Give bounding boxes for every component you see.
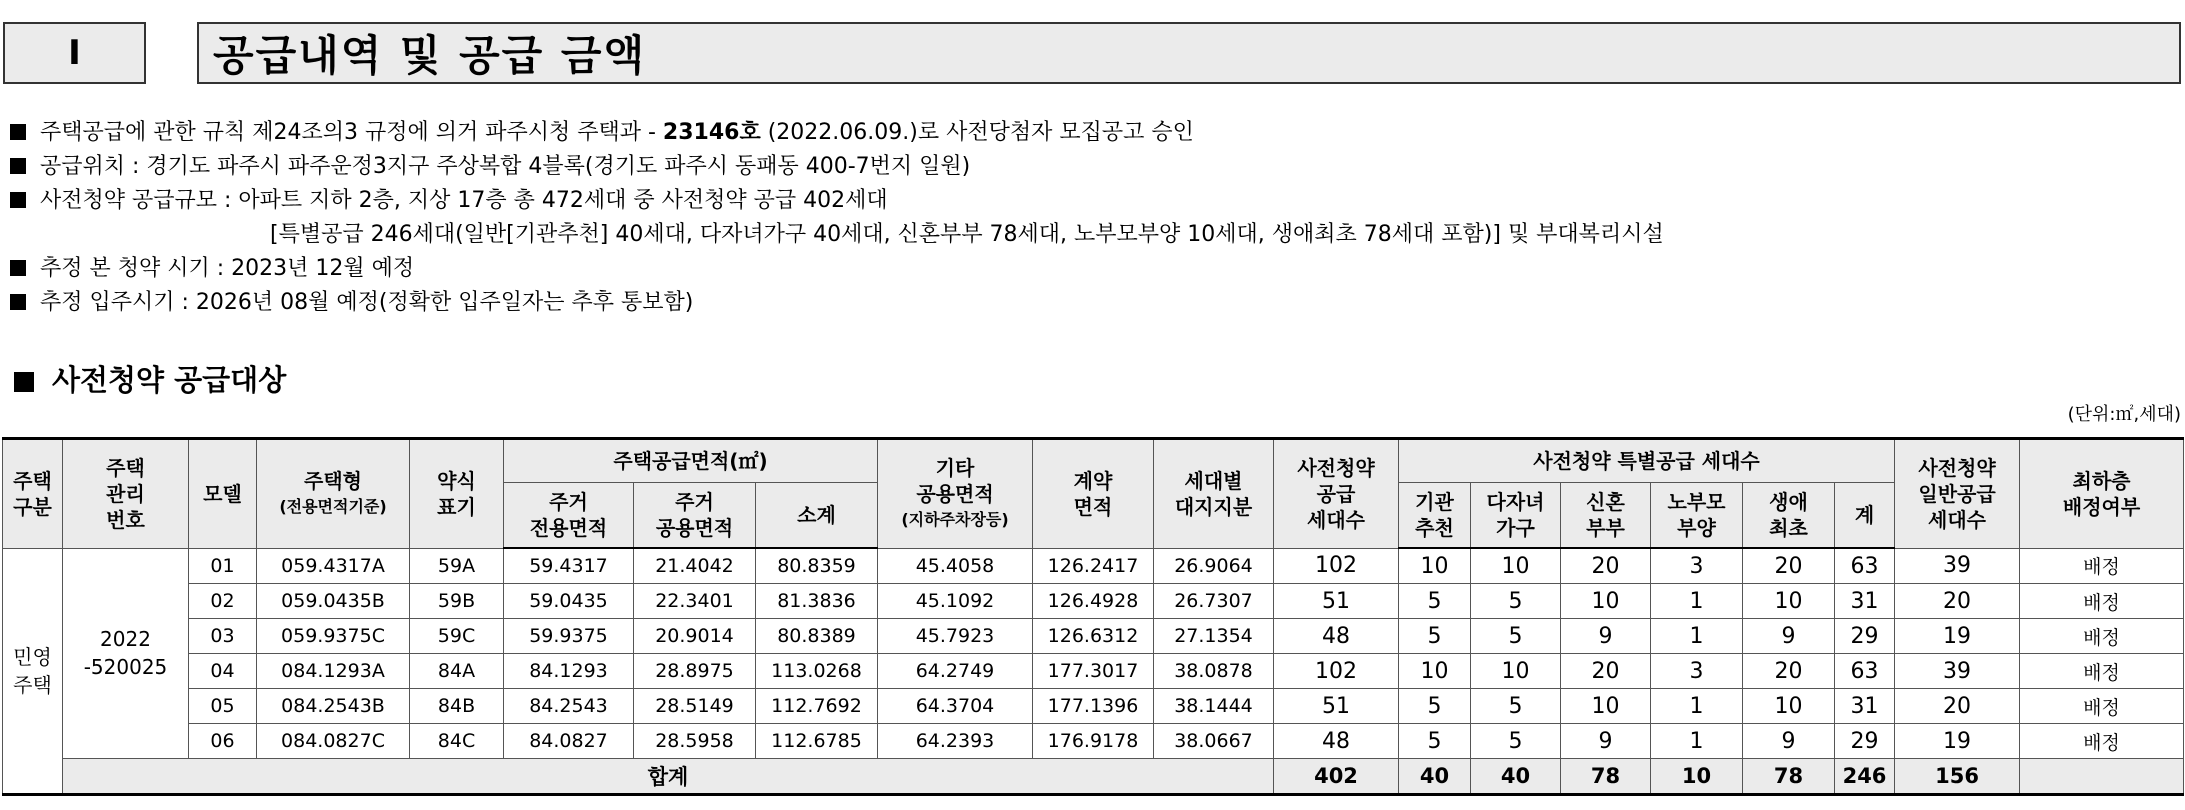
table-row bbox=[3, 689, 2184, 724]
cell-elder: 1 bbox=[1651, 724, 1743, 759]
cell-contract: 177.3017 bbox=[1033, 654, 1154, 689]
total-multi: 40 bbox=[1471, 759, 1561, 795]
cell-shared: 28.8975 bbox=[634, 654, 756, 689]
cell-shared: 22.3401 bbox=[634, 584, 756, 619]
cell-subtotal: 81.3836 bbox=[756, 584, 878, 619]
header-shared-area: 주거 공용면적 bbox=[634, 483, 756, 549]
cell-model: 04 bbox=[189, 654, 257, 689]
cell-contract: 126.4928 bbox=[1033, 584, 1154, 619]
cell-newly: 20 bbox=[1561, 548, 1651, 584]
cell-first: 20 bbox=[1743, 654, 1835, 689]
bullet-location: 공급위치 : 경기도 파주시 파주운정3지구 주상복합 4블록(경기도 파주시 동패동 400-7번지 일원) bbox=[10, 150, 1664, 184]
cell-supply: 51 bbox=[1274, 584, 1399, 619]
cell-first: 9 bbox=[1743, 724, 1835, 759]
cell-supply: 102 bbox=[1274, 548, 1399, 584]
total-label: 합계 bbox=[63, 759, 1274, 795]
cell-sptotal: 29 bbox=[1835, 619, 1895, 654]
cell-elder: 1 bbox=[1651, 689, 1743, 724]
cell-multi: 5 bbox=[1471, 724, 1561, 759]
cell-first: 10 bbox=[1743, 689, 1835, 724]
header-general-supply: 사전청약 일반공급 세대수 bbox=[1895, 439, 2020, 549]
header-land-share: 세대별 대지지분 bbox=[1154, 439, 1274, 549]
cell-contract: 126.6312 bbox=[1033, 619, 1154, 654]
cell-shared: 28.5958 bbox=[634, 724, 756, 759]
cell-excl: 59.4317 bbox=[504, 548, 634, 584]
cell-sptotal: 63 bbox=[1835, 654, 1895, 689]
cell-land: 27.1354 bbox=[1154, 619, 1274, 654]
header-house-type: 주택 구분 bbox=[3, 439, 63, 549]
cell-htype: 059.0435B bbox=[257, 584, 410, 619]
cell-abbr: 59A bbox=[410, 548, 504, 584]
table-row bbox=[3, 654, 2184, 689]
cell-contract: 176.9178 bbox=[1033, 724, 1154, 759]
total-elder: 10 bbox=[1651, 759, 1743, 795]
total-sptotal: 246 bbox=[1835, 759, 1895, 795]
header-institution: 기관 추천 bbox=[1399, 483, 1471, 549]
cell-newly: 10 bbox=[1561, 584, 1651, 619]
cell-lowfloor: 배정 bbox=[2020, 584, 2184, 619]
cell-general: 20 bbox=[1895, 689, 2020, 724]
cell-general: 39 bbox=[1895, 654, 2020, 689]
header-first-time: 생애 최초 bbox=[1743, 483, 1835, 549]
square-bullet-icon bbox=[14, 372, 34, 392]
cell-shared: 28.5149 bbox=[634, 689, 756, 724]
row-group-label: 민영 주택 bbox=[3, 548, 63, 795]
total-supply: 402 bbox=[1274, 759, 1399, 795]
bullet-scale-detail: [특별공급 246세대(일반[기관추천] 40세대, 다자녀가구 40세대, 신혼부부 78세대, 노부모부양 10세대, 생애최초 78세대 포함)] 및 부대복리시설 bbox=[270, 222, 1664, 247]
cell-sptotal: 63 bbox=[1835, 548, 1895, 584]
cell-abbr: 84A bbox=[410, 654, 504, 689]
square-bullet-icon bbox=[10, 124, 26, 140]
cell-lowfloor: 배정 bbox=[2020, 724, 2184, 759]
cell-first: 20 bbox=[1743, 548, 1835, 584]
header-special-total: 계 bbox=[1835, 483, 1895, 549]
cell-htype: 084.1293A bbox=[257, 654, 410, 689]
cell-model: 03 bbox=[189, 619, 257, 654]
cell-excl: 59.9375 bbox=[504, 619, 634, 654]
cell-newly: 10 bbox=[1561, 689, 1651, 724]
header-model: 모델 bbox=[189, 439, 257, 549]
cell-abbr: 84B bbox=[410, 689, 504, 724]
table-row bbox=[3, 548, 2184, 584]
cell-first: 9 bbox=[1743, 619, 1835, 654]
cell-elder: 1 bbox=[1651, 619, 1743, 654]
cell-abbr: 59C bbox=[410, 619, 504, 654]
cell-land: 26.9064 bbox=[1154, 548, 1274, 584]
total-row bbox=[3, 759, 2184, 795]
header-supply-area: 주택공급면적(㎡) bbox=[504, 439, 878, 483]
cell-subtotal: 112.7692 bbox=[756, 689, 878, 724]
cell-model: 02 bbox=[189, 584, 257, 619]
header-multichild: 다자녀 가구 bbox=[1471, 483, 1561, 549]
cell-sptotal: 31 bbox=[1835, 584, 1895, 619]
total-empty bbox=[2020, 759, 2184, 795]
approval-number: 23146호 bbox=[662, 120, 761, 145]
table-row bbox=[3, 584, 2184, 619]
cell-contract: 126.2417 bbox=[1033, 548, 1154, 584]
bullet-subscription-period: 추정 본 청약 시기 : 2023년 12월 예정 bbox=[10, 252, 1664, 286]
mgmt-number: 2022 -520025 bbox=[63, 548, 189, 759]
header-newlywed: 신혼 부부 bbox=[1561, 483, 1651, 549]
cell-subtotal: 80.8359 bbox=[756, 548, 878, 584]
cell-supply: 48 bbox=[1274, 724, 1399, 759]
cell-land: 38.0878 bbox=[1154, 654, 1274, 689]
cell-sptotal: 29 bbox=[1835, 724, 1895, 759]
cell-htype: 059.9375C bbox=[257, 619, 410, 654]
cell-other: 45.1092 bbox=[878, 584, 1033, 619]
square-bullet-icon bbox=[10, 158, 26, 174]
cell-lowfloor: 배정 bbox=[2020, 689, 2184, 724]
cell-htype: 084.0827C bbox=[257, 724, 410, 759]
header-mgmt-no: 주택 관리 번호 bbox=[63, 439, 189, 549]
bullet-approval: 주택공급에 관한 규칙 제24조의3 규정에 의거 파주시청 주택과 - 23146호 (2022.06.09.)로 사전당첨자 모집공고 승인 bbox=[10, 116, 1664, 150]
cell-multi: 5 bbox=[1471, 689, 1561, 724]
cell-inst: 5 bbox=[1399, 584, 1471, 619]
cell-abbr: 59B bbox=[410, 584, 504, 619]
supply-table bbox=[2, 437, 2184, 796]
cell-model: 05 bbox=[189, 689, 257, 724]
bullet-move-in: 추정 입주시기 : 2026년 08월 예정(정확한 입주일자는 추후 통보함) bbox=[10, 286, 1664, 320]
header-contract-area: 계약 면적 bbox=[1033, 439, 1154, 549]
cell-contract: 177.1396 bbox=[1033, 689, 1154, 724]
cell-supply: 102 bbox=[1274, 654, 1399, 689]
table-row bbox=[3, 724, 2184, 759]
header-abbr: 약식 표기 bbox=[410, 439, 504, 549]
cell-sptotal: 31 bbox=[1835, 689, 1895, 724]
cell-general: 19 bbox=[1895, 724, 2020, 759]
cell-subtotal: 80.8389 bbox=[756, 619, 878, 654]
cell-first: 10 bbox=[1743, 584, 1835, 619]
header-special-supply: 사전청약 특별공급 세대수 bbox=[1399, 439, 1895, 483]
cell-land: 26.7307 bbox=[1154, 584, 1274, 619]
cell-shared: 21.4042 bbox=[634, 548, 756, 584]
cell-other: 45.7923 bbox=[878, 619, 1033, 654]
cell-excl: 84.1293 bbox=[504, 654, 634, 689]
cell-general: 39 bbox=[1895, 548, 2020, 584]
header-elderly: 노부모 부양 bbox=[1651, 483, 1743, 549]
cell-supply: 48 bbox=[1274, 619, 1399, 654]
subsection-title: 사전청약 공급대상 bbox=[14, 358, 286, 399]
cell-other: 64.2749 bbox=[878, 654, 1033, 689]
cell-other: 64.3704 bbox=[878, 689, 1033, 724]
header-other-area: 기타 공용면적 (지하주차장등) bbox=[878, 439, 1033, 549]
cell-inst: 10 bbox=[1399, 654, 1471, 689]
section-number: I bbox=[3, 22, 146, 84]
header-exclusive-area: 주거 전용면적 bbox=[504, 483, 634, 549]
cell-inst: 10 bbox=[1399, 548, 1471, 584]
cell-model: 01 bbox=[189, 548, 257, 584]
cell-land: 38.0667 bbox=[1154, 724, 1274, 759]
cell-multi: 10 bbox=[1471, 548, 1561, 584]
cell-elder: 3 bbox=[1651, 548, 1743, 584]
cell-newly: 20 bbox=[1561, 654, 1651, 689]
cell-other: 64.2393 bbox=[878, 724, 1033, 759]
header-subtotal: 소계 bbox=[756, 483, 878, 549]
total-inst: 40 bbox=[1399, 759, 1471, 795]
cell-excl: 84.0827 bbox=[504, 724, 634, 759]
square-bullet-icon bbox=[10, 192, 26, 208]
header-pre-supply: 사전청약 공급 세대수 bbox=[1274, 439, 1399, 549]
total-general: 156 bbox=[1895, 759, 2020, 795]
cell-excl: 59.0435 bbox=[504, 584, 634, 619]
section-title: 공급내역 및 공급 금액 bbox=[197, 22, 2181, 84]
cell-general: 20 bbox=[1895, 584, 2020, 619]
cell-subtotal: 112.6785 bbox=[756, 724, 878, 759]
cell-lowfloor: 배정 bbox=[2020, 619, 2184, 654]
square-bullet-icon bbox=[10, 294, 26, 310]
cell-abbr: 84C bbox=[410, 724, 504, 759]
cell-multi: 5 bbox=[1471, 619, 1561, 654]
cell-elder: 1 bbox=[1651, 584, 1743, 619]
cell-other: 45.4058 bbox=[878, 548, 1033, 584]
cell-elder: 3 bbox=[1651, 654, 1743, 689]
cell-lowfloor: 배정 bbox=[2020, 654, 2184, 689]
cell-supply: 51 bbox=[1274, 689, 1399, 724]
notice-bullets bbox=[10, 116, 1664, 320]
cell-htype: 059.4317A bbox=[257, 548, 410, 584]
square-bullet-icon bbox=[10, 260, 26, 276]
cell-shared: 20.9014 bbox=[634, 619, 756, 654]
cell-multi: 5 bbox=[1471, 584, 1561, 619]
cell-general: 19 bbox=[1895, 619, 2020, 654]
header-housing-type: 주택형 (전용면적기준) bbox=[257, 439, 410, 549]
cell-excl: 84.2543 bbox=[504, 689, 634, 724]
cell-inst: 5 bbox=[1399, 619, 1471, 654]
cell-subtotal: 113.0268 bbox=[756, 654, 878, 689]
unit-note: (단위:㎡,세대) bbox=[2067, 404, 2181, 425]
cell-inst: 5 bbox=[1399, 689, 1471, 724]
cell-lowfloor: 배정 bbox=[2020, 548, 2184, 584]
total-newly: 78 bbox=[1561, 759, 1651, 795]
table-row bbox=[3, 619, 2184, 654]
cell-newly: 9 bbox=[1561, 619, 1651, 654]
cell-newly: 9 bbox=[1561, 724, 1651, 759]
cell-land: 38.1444 bbox=[1154, 689, 1274, 724]
total-first: 78 bbox=[1743, 759, 1835, 795]
header-lowest-floor: 최하층 배정여부 bbox=[2020, 439, 2184, 549]
cell-multi: 10 bbox=[1471, 654, 1561, 689]
cell-htype: 084.2543B bbox=[257, 689, 410, 724]
cell-model: 06 bbox=[189, 724, 257, 759]
bullet-scale: 사전청약 공급규모 : 아파트 지하 2층, 지상 17층 총 472세대 중 사전청약 공급 402세대 bbox=[10, 184, 1664, 218]
cell-inst: 5 bbox=[1399, 724, 1471, 759]
